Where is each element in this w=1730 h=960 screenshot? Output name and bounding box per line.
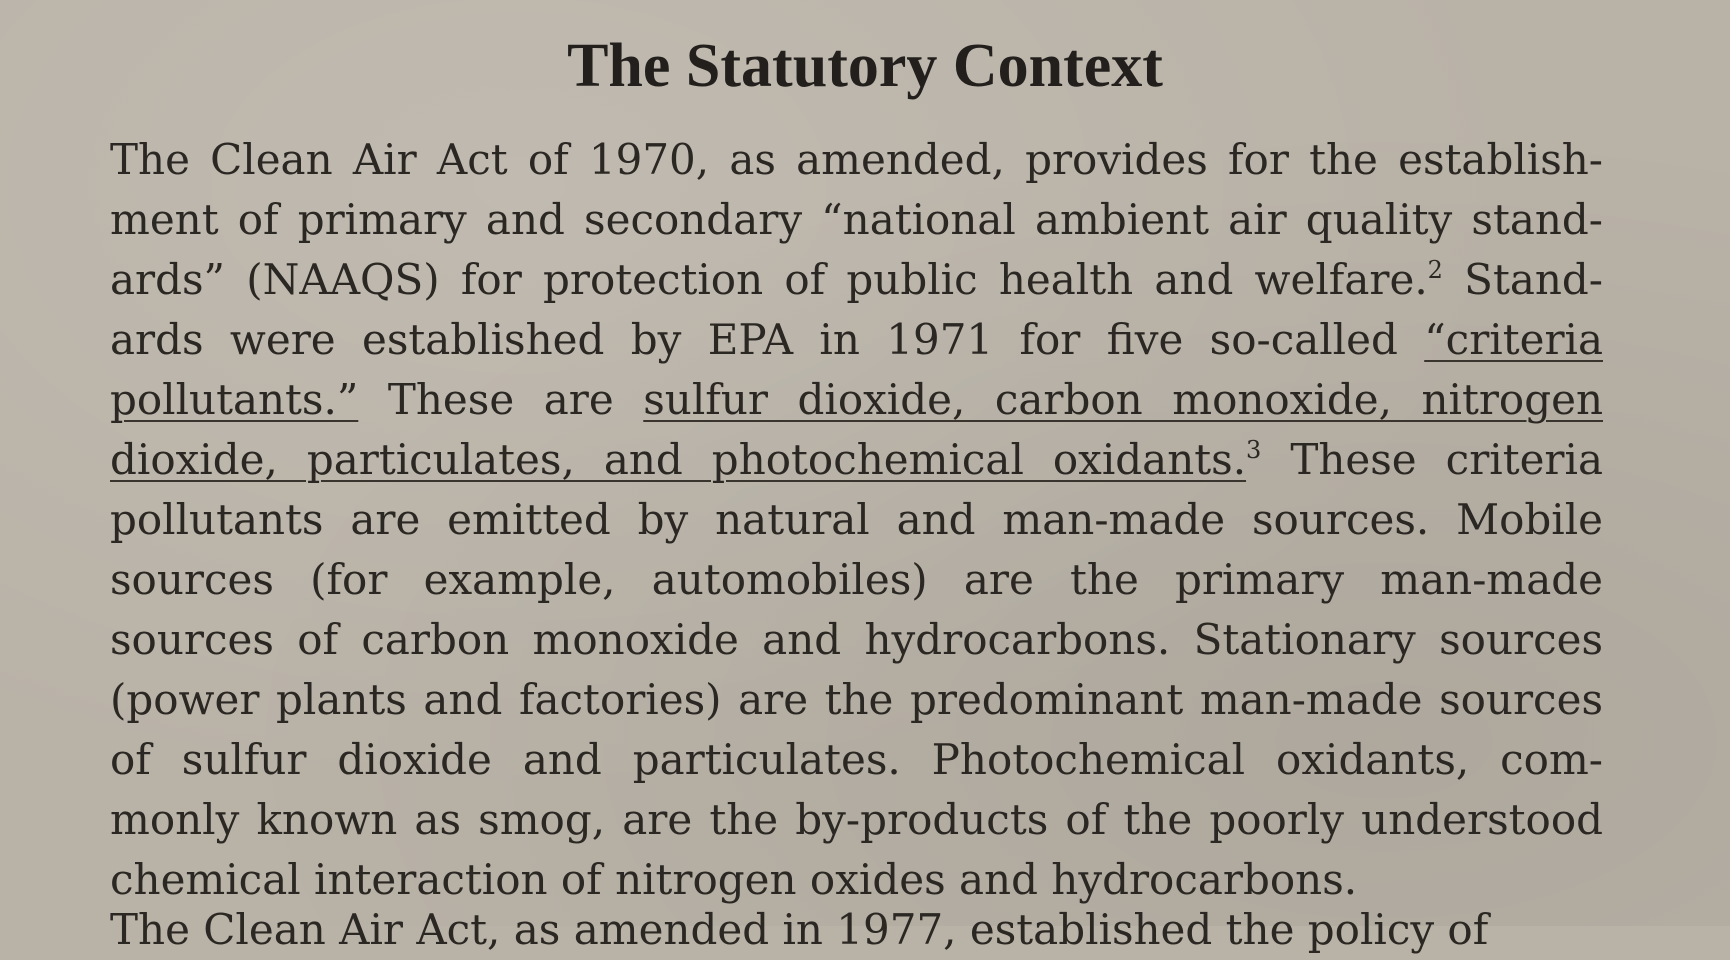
underlined-text: sulfur dioxide, carbon monoxide, nitrogen	[643, 375, 1603, 424]
text-segment: ards” (NAAQS) for protection of public health and welfare.	[110, 255, 1428, 304]
underlined-text: “criteria	[1424, 315, 1603, 364]
text-line	[110, 610, 1603, 670]
text-segment: Stand-	[1442, 255, 1603, 304]
text-line	[110, 310, 1603, 370]
text-segment: of sulfur dioxide and particulates. Photochemical oxidants, com-	[110, 735, 1603, 784]
text-line	[110, 430, 1603, 490]
text-line	[110, 730, 1603, 790]
body-paragraph	[110, 130, 1603, 910]
text-segment: These are	[358, 375, 644, 424]
text-line	[110, 190, 1603, 250]
text-line	[110, 670, 1603, 730]
text-segment: sources of carbon monoxide and hydrocarbons. Stationary sources	[110, 615, 1603, 664]
footnote-marker: 3	[1246, 436, 1262, 464]
text-segment: These criteria	[1261, 435, 1603, 484]
text-segment: pollutants are emitted by natural and man-made sources. Mobile	[110, 495, 1603, 544]
text-line	[110, 490, 1603, 550]
text-segment: chemical interaction of nitrogen oxides and hydrocarbons.	[110, 855, 1358, 904]
text-segment: monly known as smog, are the by-products of the poorly understood	[110, 795, 1603, 844]
text-segment: ards were established by EPA in 1971 for five so-called	[110, 315, 1425, 364]
text-segment: ment of primary and secondary “national ambient air quality stand-	[110, 195, 1603, 244]
footnote-marker: 2	[1427, 256, 1443, 284]
text-line	[110, 550, 1603, 610]
text-segment: sources (for example, automobiles) are the primary man-made	[110, 555, 1603, 604]
cut-off-line: The Clean Air Act, as amended in 1977, established the policy of	[110, 905, 1489, 954]
text-line	[110, 250, 1603, 310]
underlined-text: dioxide, particulates, and photochemical oxidants.	[110, 435, 1247, 484]
underlined-text: pollutants.”	[110, 375, 359, 424]
page-title: The Statutory Context	[567, 32, 1163, 100]
text-line	[110, 130, 1603, 190]
text-segment: The Clean Air Act of 1970, as amended, provides for the establish-	[110, 135, 1603, 184]
text-segment: (power plants and factories) are the predominant man-made sources	[110, 675, 1603, 724]
text-line	[110, 790, 1603, 850]
text-line	[110, 370, 1603, 430]
